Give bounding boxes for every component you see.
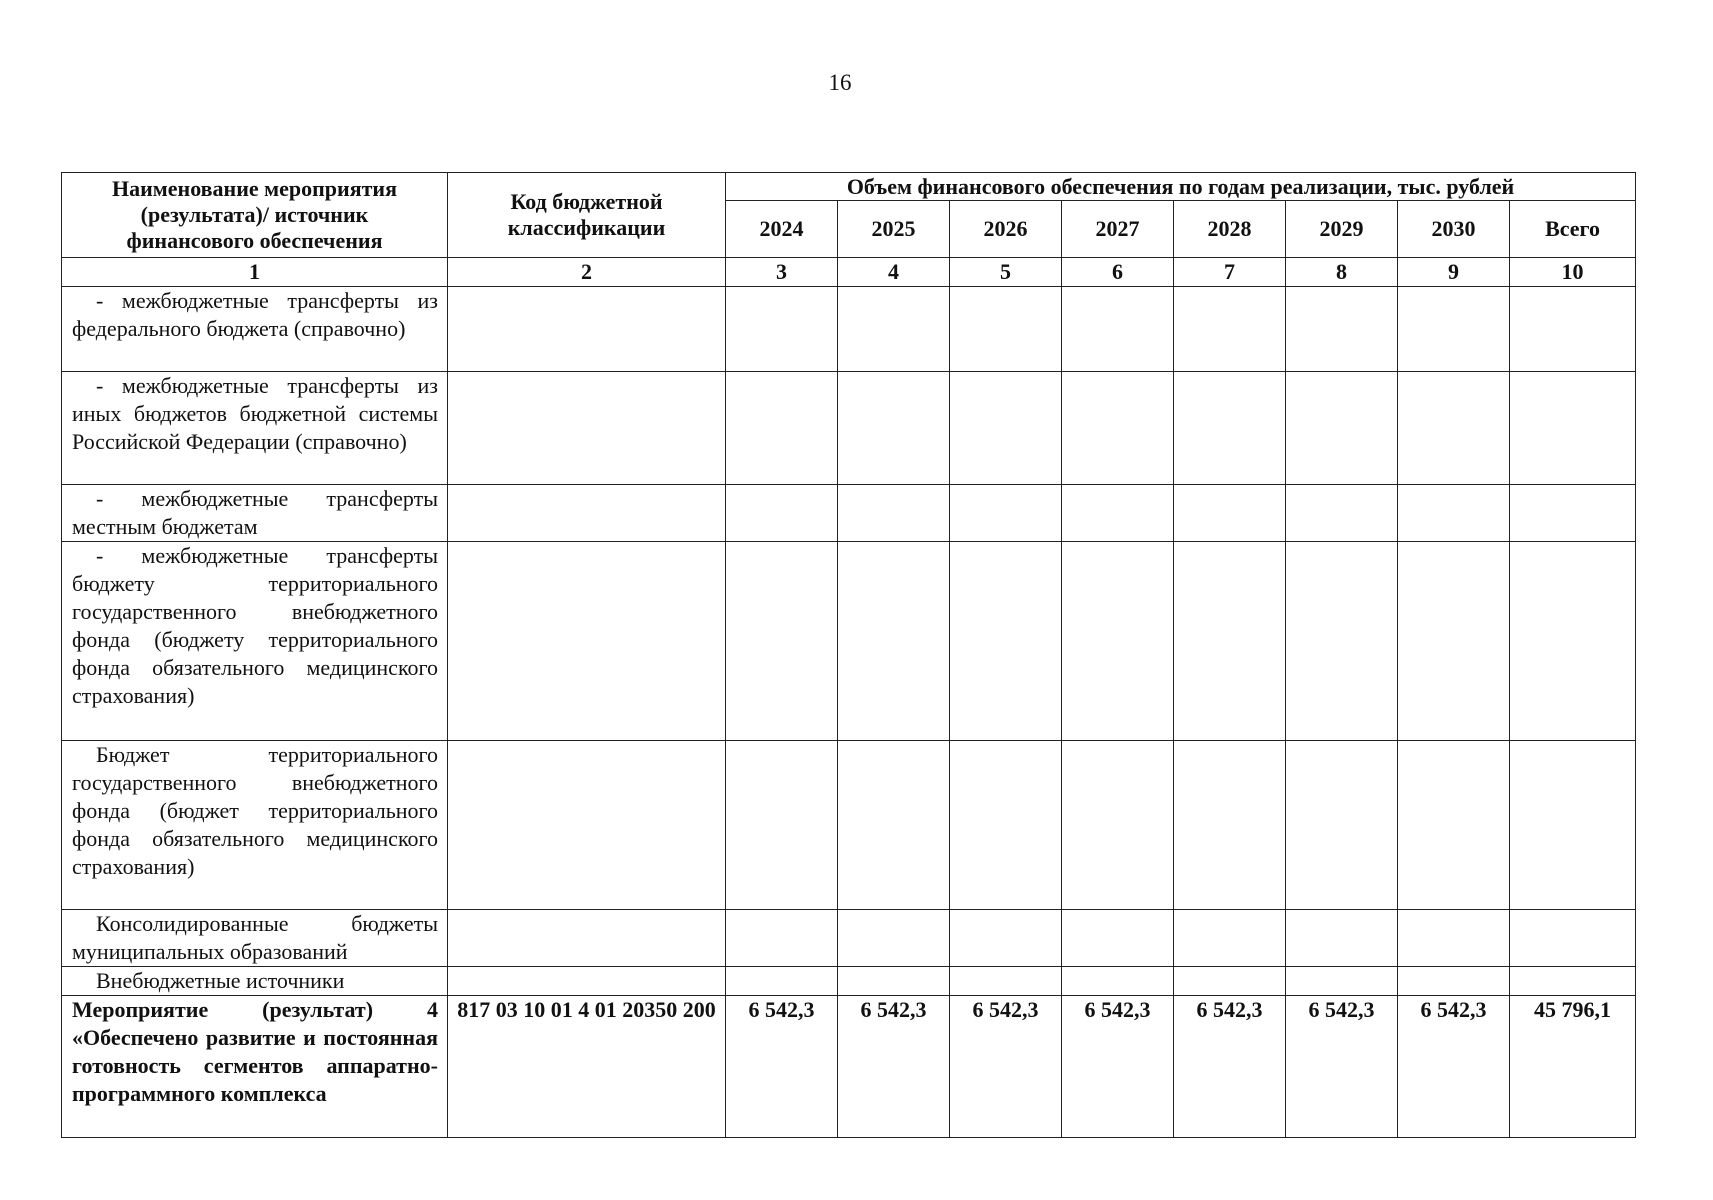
row-value	[1398, 967, 1510, 996]
table-row	[62, 996, 1636, 1138]
row-value	[1174, 485, 1286, 542]
row-value: 6 542,3	[1286, 996, 1398, 1138]
row-value	[950, 910, 1062, 967]
row-value	[838, 287, 950, 372]
row-value: 6 542,3	[1174, 996, 1286, 1138]
table-row	[62, 372, 1636, 485]
row-value	[950, 741, 1062, 910]
header-year-2024: 2024	[726, 201, 838, 258]
row-code	[448, 967, 726, 996]
column-number: 4	[838, 258, 950, 287]
row-code	[448, 372, 726, 485]
row-name: Внебюджетные источники	[62, 967, 448, 996]
row-value	[1286, 542, 1398, 741]
financing-table	[61, 172, 1636, 1138]
header-funding-group: Объем финансового обеспечения по годам реализации, тыс. рублей	[726, 173, 1636, 201]
row-value	[1510, 910, 1636, 967]
row-value	[950, 967, 1062, 996]
row-value	[726, 485, 838, 542]
row-value	[1510, 485, 1636, 542]
header-year-2030: 2030	[1398, 201, 1510, 258]
row-value	[1286, 910, 1398, 967]
row-value	[1510, 741, 1636, 910]
row-value	[1510, 542, 1636, 741]
row-value: 6 542,3	[1062, 996, 1174, 1138]
row-value	[1174, 542, 1286, 741]
row-code	[448, 287, 726, 372]
table-row	[62, 910, 1636, 967]
row-value	[1286, 485, 1398, 542]
table-row	[62, 287, 1636, 372]
row-value	[838, 967, 950, 996]
row-value	[1174, 967, 1286, 996]
row-value	[1510, 372, 1636, 485]
row-code	[448, 910, 726, 967]
row-value	[1062, 542, 1174, 741]
header-total: Всего	[1510, 201, 1636, 258]
row-value	[1062, 910, 1174, 967]
row-value	[838, 910, 950, 967]
row-value	[1062, 741, 1174, 910]
row-value	[1398, 741, 1510, 910]
row-value	[1062, 485, 1174, 542]
row-value	[1174, 372, 1286, 485]
row-value	[726, 741, 838, 910]
column-number: 8	[1286, 258, 1398, 287]
row-code	[448, 485, 726, 542]
table-row	[62, 542, 1636, 741]
row-name: - межбюджетные трансферты из федерального бюджета (справочно)	[62, 287, 448, 372]
column-number: 7	[1174, 258, 1286, 287]
row-value	[1510, 967, 1636, 996]
column-number: 2	[448, 258, 726, 287]
column-number: 9	[1398, 258, 1510, 287]
row-value: 45 796,1	[1510, 996, 1636, 1138]
row-value	[1174, 287, 1286, 372]
row-value: 6 542,3	[1398, 996, 1510, 1138]
row-value	[838, 485, 950, 542]
row-value	[726, 910, 838, 967]
row-value	[726, 542, 838, 741]
row-name: - межбюджетные трансферты местным бюджетам	[62, 485, 448, 542]
row-value	[1398, 287, 1510, 372]
row-name: Консолидированные бюджеты муниципальных образований	[62, 910, 448, 967]
row-name: - межбюджетные трансферты бюджету территориального государственного внебюджетного фонда (бюджету территориального фонда обязательного медицинского страхования)	[62, 542, 448, 741]
row-value	[838, 542, 950, 741]
row-value	[1398, 485, 1510, 542]
header-year-2025: 2025	[838, 201, 950, 258]
row-value	[1174, 910, 1286, 967]
row-value	[726, 967, 838, 996]
header-year-2028: 2028	[1174, 201, 1286, 258]
row-value	[1286, 967, 1398, 996]
row-name: - межбюджетные трансферты из иных бюджетов бюджетной системы Российской Федерации (справочно)	[62, 372, 448, 485]
row-value: 6 542,3	[838, 996, 950, 1138]
row-value: 6 542,3	[950, 996, 1062, 1138]
row-value	[1174, 741, 1286, 910]
row-value	[950, 542, 1062, 741]
table-row	[62, 485, 1636, 542]
table-row	[62, 741, 1636, 910]
header-year-2029: 2029	[1286, 201, 1398, 258]
row-value: 6 542,3	[726, 996, 838, 1138]
header-year-2027: 2027	[1062, 201, 1174, 258]
row-value	[950, 372, 1062, 485]
column-number: 10	[1510, 258, 1636, 287]
row-value	[1398, 910, 1510, 967]
row-code	[448, 741, 726, 910]
row-name: Бюджет территориального государственного внебюджетного фонда (бюджет территориального фонда обязательного медицинского страхования)	[62, 741, 448, 910]
row-value	[1510, 287, 1636, 372]
row-value	[1398, 372, 1510, 485]
column-number: 3	[726, 258, 838, 287]
header-name-column: Наименование мероприятия (результата)/ источник финансового обеспечения	[62, 173, 448, 258]
row-value	[726, 287, 838, 372]
header-code-column: Код бюджетной классификации	[448, 173, 726, 258]
row-code: 817 03 10 01 4 01 20350 200	[448, 996, 726, 1138]
row-code	[448, 542, 726, 741]
row-value	[950, 287, 1062, 372]
row-value	[1398, 542, 1510, 741]
row-value	[838, 741, 950, 910]
row-value	[838, 372, 950, 485]
column-number: 1	[62, 258, 448, 287]
row-value	[1062, 967, 1174, 996]
row-value	[1062, 287, 1174, 372]
column-number: 5	[950, 258, 1062, 287]
row-value	[1286, 372, 1398, 485]
row-name: Мероприятие (результат) 4 «Обеспечено развитие и постоянная готовность сегментов аппаратно-программного комплекса	[62, 996, 448, 1138]
page-number: 16	[828, 70, 852, 95]
row-value	[1286, 741, 1398, 910]
row-value	[950, 485, 1062, 542]
row-value	[1062, 372, 1174, 485]
header-year-2026: 2026	[950, 201, 1062, 258]
column-number: 6	[1062, 258, 1174, 287]
table-row	[62, 967, 1636, 996]
row-value	[1286, 287, 1398, 372]
row-value	[726, 372, 838, 485]
